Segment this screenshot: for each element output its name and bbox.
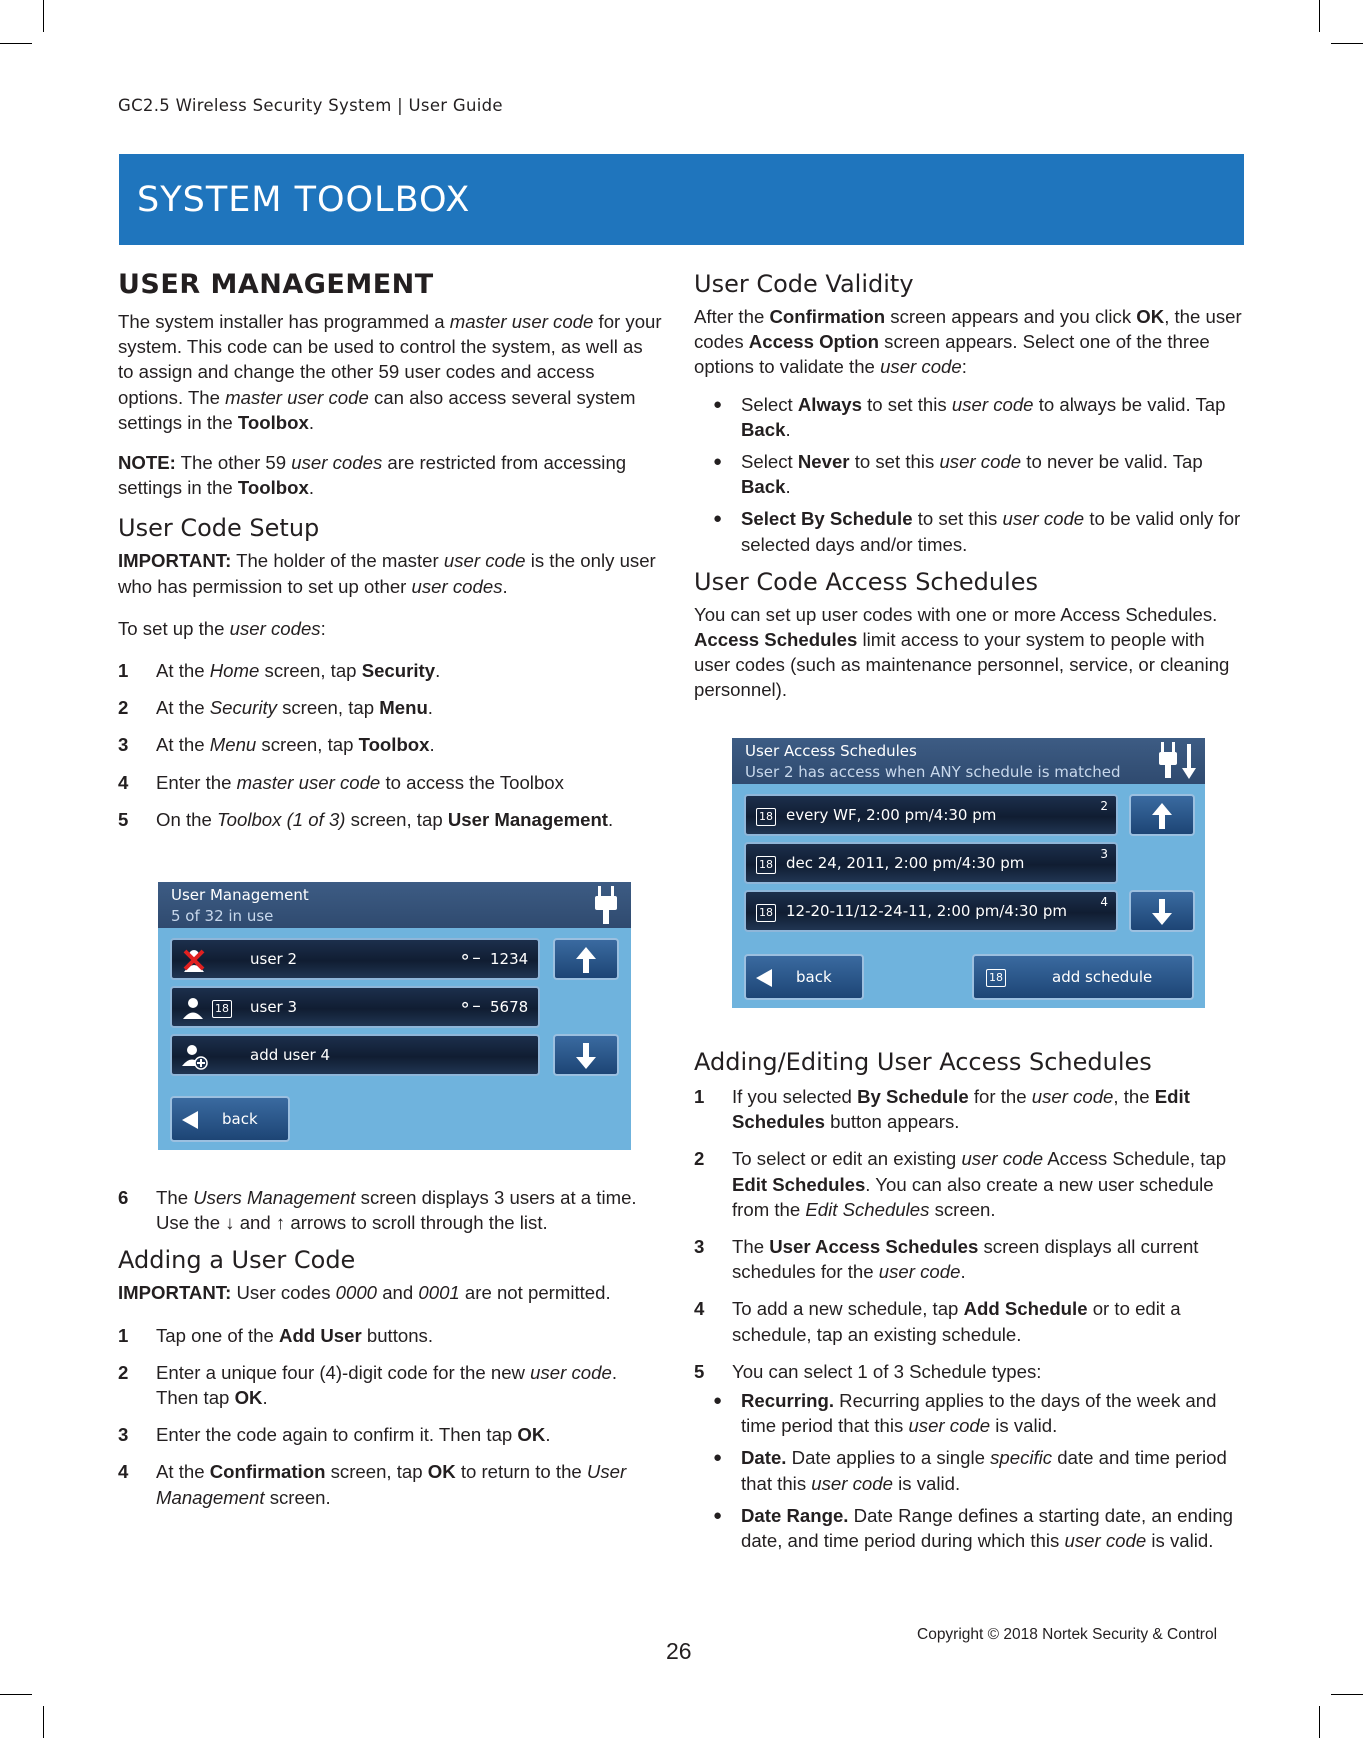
schedule-step: 2 To select or edit an existing user code Access Schedule, tap Edit Schedules. You can also create a new user schedule from the Edit Schedules screen. <box>694 1148 1227 1220</box>
scroll-down-button[interactable] <box>1129 890 1195 932</box>
user-code: 5678 <box>490 998 529 1016</box>
user-disabled-icon <box>182 948 206 972</box>
user-management-screenshot <box>158 882 631 1150</box>
calendar-icon: 18 <box>756 856 776 874</box>
key-icon: ⚬– <box>458 996 481 1016</box>
access-schedules-heading: User Code Access Schedules <box>694 567 1038 596</box>
left-column <box>118 270 663 832</box>
setup-step: 2 At the Security screen, tap Menu. <box>118 697 433 719</box>
plug-sort-icon <box>1159 742 1199 780</box>
schedule-step: 3 The User Access Schedules screen displays all current schedules for the user code. <box>694 1236 1199 1283</box>
arrow-up-icon <box>574 945 598 975</box>
crop-mark <box>1319 1706 1320 1738</box>
right-column-lower <box>694 1048 1244 1553</box>
setup-step: 4 Enter the master user code to access the Toolbox <box>118 771 564 793</box>
section-banner <box>119 154 1244 245</box>
screen-subtitle: User 2 has access when ANY schedule is matched <box>745 763 1121 781</box>
add-user-button[interactable] <box>170 1034 540 1076</box>
schedule-step: 5 You can select 1 of 3 Schedule types: <box>694 1360 1042 1382</box>
step-6: 6 The Users Management screen displays 3 users at a time. Use the ↓ and ↑ arrows to scroll through the list. <box>118 1187 637 1234</box>
arrow-up-icon <box>1150 801 1174 831</box>
calendar-icon: 18 <box>212 1000 232 1018</box>
left-column-lower <box>118 1185 663 1510</box>
setup-intro: To set up the user codes: <box>118 617 326 639</box>
user-icon <box>182 997 204 1019</box>
setup-step: 1 At the Home screen, tap Security. <box>118 660 441 682</box>
validity-option: ● Select Always to set this user code to always be valid. Tap Back. <box>694 392 1244 442</box>
screen-header <box>732 738 1205 784</box>
right-column <box>694 270 1244 703</box>
important-paragraph: IMPORTANT: User codes 0000 and 0001 are not permitted. <box>118 1282 611 1304</box>
crop-mark <box>43 1706 44 1738</box>
add-step: 4 At the Confirmation screen, tap OK to return to the User Management screen. <box>118 1461 627 1508</box>
add-schedule-button[interactable] <box>972 954 1194 1000</box>
schedule-text: dec 24, 2011, 2:00 pm/4:30 pm <box>786 854 1025 872</box>
scroll-down-button[interactable] <box>553 1034 619 1076</box>
back-label: back <box>796 968 832 986</box>
back-label: back <box>222 1110 258 1128</box>
user-management-heading: USER MANAGEMENT <box>118 269 434 300</box>
crop-mark <box>0 43 32 44</box>
validity-intro: After the Confirmation screen appears and you click OK, the user codes Access Option screen appears. Select one of the three options to validate the user code: <box>694 306 1242 378</box>
schedule-row[interactable] <box>744 890 1118 932</box>
add-user-label: add user 4 <box>250 1046 331 1064</box>
crop-mark <box>43 0 44 32</box>
note-paragraph: NOTE: The other 59 user codes are restricted from accessing settings in the Toolbox. <box>118 452 627 499</box>
setup-step: 5 On the Toolbox (1 of 3) screen, tap User Management. <box>118 808 614 830</box>
add-step: 2 Enter a unique four (4)-digit code for the new user code. Then tap OK. <box>118 1361 617 1409</box>
adding-editing-heading: Adding/Editing User Access Schedules <box>694 1048 1152 1076</box>
schedule-number: 2 <box>1100 799 1108 813</box>
schedule-row[interactable] <box>744 794 1118 836</box>
schedule-number: 3 <box>1100 847 1108 861</box>
user-row[interactable] <box>170 938 540 980</box>
crop-mark <box>1331 1694 1363 1695</box>
add-schedule-label: add schedule <box>1052 968 1153 986</box>
add-step: 3 Enter the code again to confirm it. Then tap OK. <box>118 1424 551 1446</box>
calendar-icon: 18 <box>986 969 1006 987</box>
schedule-type: ● Date. Date applies to a single specific date and time period that this user code is valid. <box>694 1445 1244 1495</box>
schedule-step: 1 If you selected By Schedule for the user code, the Edit Schedules button appears. <box>694 1086 1190 1133</box>
schedule-row[interactable] <box>744 842 1118 884</box>
user-name: user 3 <box>250 998 298 1016</box>
schedule-text: 12-20-11/12-24-11, 2:00 pm/4:30 pm <box>786 902 1067 920</box>
plug-icon <box>595 886 617 924</box>
calendar-icon: 18 <box>756 808 776 826</box>
important-paragraph: IMPORTANT: The holder of the master user code is the only user who has permission to set up other user codes. <box>118 550 656 597</box>
user-code-validity-heading: User Code Validity <box>694 270 914 298</box>
intro-paragraph: The system installer has programmed a master user code for your system. This code can be used to control the system, as well as to assign and change the other 59 user codes and access options. The master user code can also access several system settings in the Toolbox. <box>118 311 662 433</box>
add-step: 1 Tap one of the Add User buttons. <box>118 1324 434 1346</box>
schedule-type: ● Date Range. Date Range defines a starting date, an ending date, and time period during which this user code is valid. <box>694 1503 1244 1553</box>
schedule-type: ● Recurring. Recurring applies to the days of the week and time period that this user code is valid. <box>694 1388 1244 1438</box>
schedule-number: 4 <box>1100 895 1108 909</box>
add-user-icon <box>182 1044 208 1070</box>
section-title: SYSTEM TOOLBOX <box>137 180 471 220</box>
arrow-down-icon <box>574 1041 598 1071</box>
back-button[interactable] <box>170 1096 290 1142</box>
crop-mark <box>1319 0 1320 32</box>
back-arrow-icon <box>182 1111 198 1129</box>
schedules-intro: You can set up user codes with one or more Access Schedules. Access Schedules limit access to your system to people with user codes (such as maintenance personnel, service, or cleaning personnel). <box>694 603 1230 701</box>
screen-subtitle: 5 of 32 in use <box>171 907 274 925</box>
user-access-schedules-screenshot <box>732 738 1205 1008</box>
user-row[interactable] <box>170 986 540 1028</box>
screen-header <box>158 882 631 928</box>
user-code-setup-heading: User Code Setup <box>118 514 320 543</box>
screen-title: User Access Schedules <box>745 742 917 760</box>
screen-title: User Management <box>171 886 309 904</box>
scroll-up-button[interactable] <box>553 938 619 980</box>
arrow-down-icon <box>1150 897 1174 927</box>
user-code: 1234 <box>490 950 529 968</box>
adding-user-code-heading: Adding a User Code <box>118 1246 356 1275</box>
key-icon: ⚬– <box>458 948 481 968</box>
crop-mark <box>0 1694 32 1695</box>
guide-title: GC2.5 Wireless Security System | User Guide <box>118 96 503 115</box>
user-name: user 2 <box>250 950 298 968</box>
crop-mark <box>1331 43 1363 44</box>
page-number: 26 <box>666 1638 692 1664</box>
copyright: Copyright © 2018 Nortek Security & Control <box>917 1626 1218 1643</box>
back-button[interactable] <box>744 954 864 1000</box>
calendar-icon: 18 <box>756 904 776 922</box>
scroll-up-button[interactable] <box>1129 794 1195 836</box>
validity-option: ● Select By Schedule to set this user code to be valid only for selected days and/or times. <box>694 506 1244 556</box>
schedule-step: 4 To add a new schedule, tap Add Schedule or to edit a schedule, tap an existing schedule. <box>694 1298 1181 1345</box>
back-arrow-icon <box>756 969 772 987</box>
validity-option: ● Select Never to set this user code to never be valid. Tap Back. <box>694 449 1244 499</box>
schedule-text: every WF, 2:00 pm/4:30 pm <box>786 806 997 824</box>
setup-step: 3 At the Menu screen, tap Toolbox. <box>118 734 435 756</box>
